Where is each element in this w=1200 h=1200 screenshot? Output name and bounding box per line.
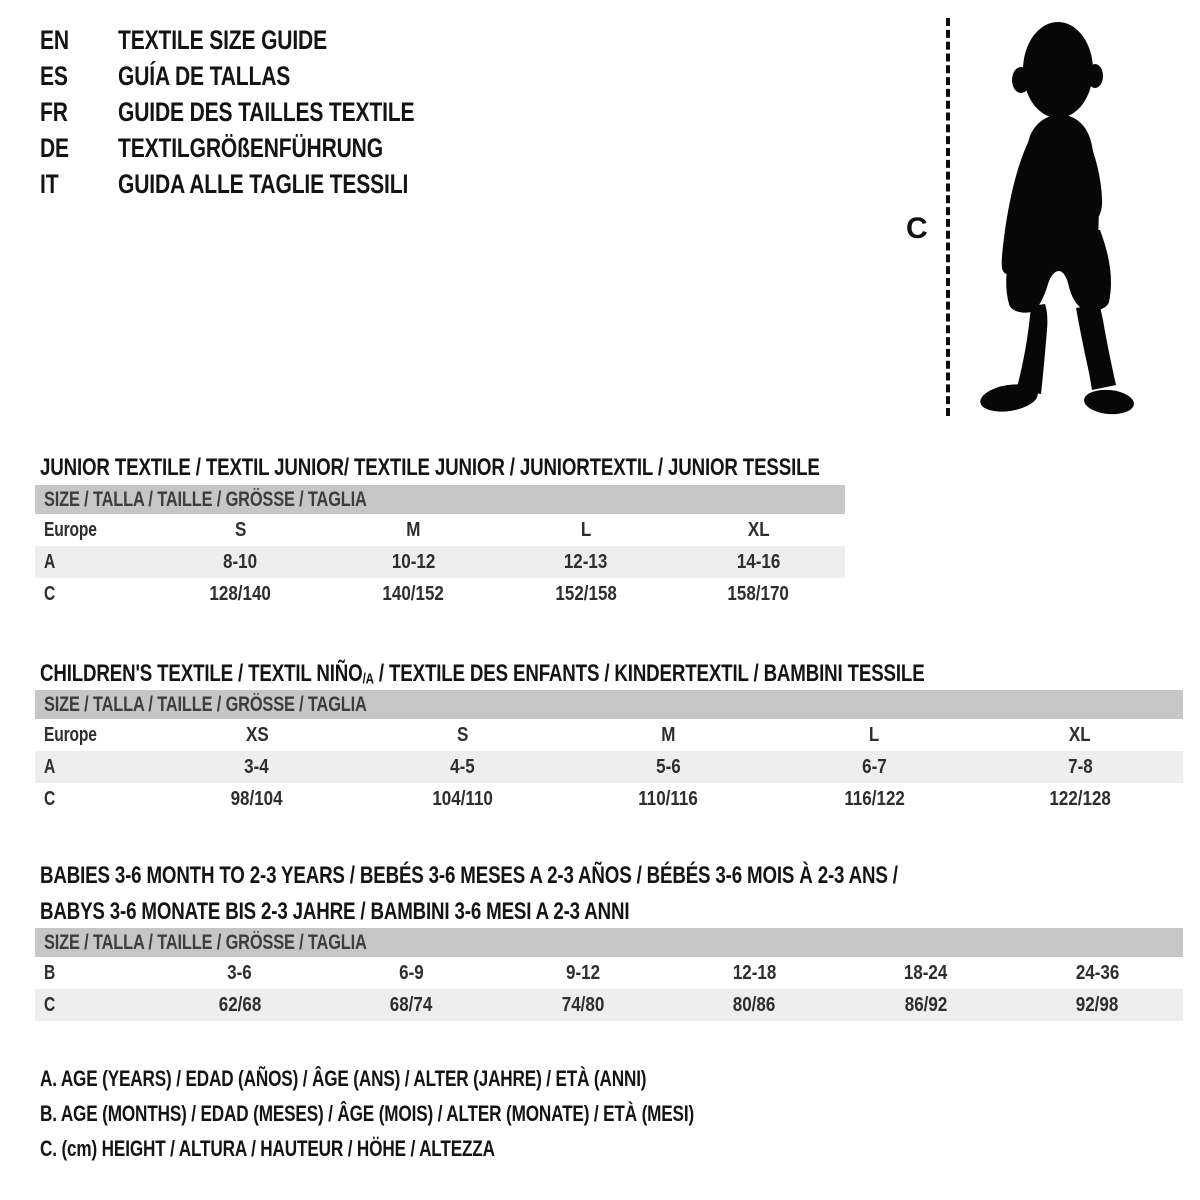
table-row-height (35, 989, 1183, 1021)
table-row-age-months (35, 957, 1183, 989)
language-code: EN (40, 24, 69, 55)
cell-age: 7-8 (1067, 755, 1093, 778)
cell-height: 68/74 (389, 993, 433, 1016)
babies-heading-line2: BABYS 3-6 MONATE BIS 2-3 JAHRE / BAMBINI 3-6 MESI A 2-3 ANNI (40, 897, 630, 925)
table-row-europe (35, 719, 1183, 751)
cell-age: 14-16 (736, 550, 781, 573)
language-row-it (40, 166, 498, 202)
table-header-size: SIZE / TALLA / TAILLE / GRÖSSE / TAGLIA (35, 690, 1183, 719)
legend-line-a: A. AGE (YEARS) / EDAD (AÑOS) / ÂGE (ANS) / ALTER (JAHRE) / ETÀ (ANNI) (40, 1066, 647, 1091)
language-row-fr (40, 94, 498, 130)
cell-months: 24-36 (1075, 961, 1119, 984)
table-row-age (35, 546, 845, 578)
cell-age: 5-6 (656, 755, 681, 778)
table-header-size: SIZE / TALLA / TAILLE / GRÖSSE / TAGLIA (35, 485, 845, 514)
junior-section-heading: JUNIOR TEXTILE / TEXTIL JUNIOR/ TEXTILE JUNIOR / JUNIORTEXTIL / JUNIOR TESSILE (40, 453, 820, 481)
language-code: DE (40, 132, 69, 163)
babies-section-heading (40, 858, 1140, 930)
table-row-europe (35, 514, 845, 546)
babies-size-table (35, 928, 1183, 1021)
toddler-silhouette-icon (973, 16, 1137, 418)
cell-height: 140/152 (382, 582, 444, 605)
cell-height: 116/122 (844, 787, 905, 810)
row-label: Europe (44, 518, 97, 541)
language-code: ES (40, 60, 68, 91)
cell-age: 3-4 (244, 755, 270, 778)
cell-height: 62/68 (218, 993, 262, 1016)
cell-size: L (580, 518, 592, 541)
guide-title-de: TEXTILGRÖßENFÜHRUNG (118, 132, 383, 163)
cell-size: M (661, 723, 676, 746)
measure-legend (40, 1066, 878, 1171)
cell-size: XS (245, 723, 269, 746)
cell-months: 6-9 (398, 961, 424, 984)
cell-height: 104/110 (432, 787, 493, 810)
cell-months: 9-12 (565, 961, 600, 984)
cell-height: 128/140 (209, 582, 272, 605)
cell-height: 122/128 (1049, 787, 1111, 810)
children-section-heading: CHILDREN'S TEXTILE / TEXTIL NIÑO/A / TEXTILE DES ENFANTS / KINDERTEXTIL / BAMBINI TESSILE (40, 659, 925, 688)
cell-months: 3-6 (227, 961, 253, 984)
cell-age: 10-12 (391, 550, 435, 573)
guide-title-en: TEXTILE SIZE GUIDE (118, 24, 327, 55)
language-row-de (40, 130, 498, 166)
cell-height: 80/86 (732, 993, 776, 1016)
height-measure-label: C (906, 212, 928, 245)
table-row-height (35, 783, 1183, 815)
babies-heading-line1: BABIES 3-6 MONTH TO 2-3 YEARS / BEBÉS 3-6 MESES A 2-3 AÑOS / BÉBÉS 3-6 MOIS À 2-3 ANS / (40, 861, 898, 889)
cell-age: 6-7 (861, 755, 887, 778)
heading-subscript: /A (362, 671, 374, 688)
cell-months: 18-24 (904, 961, 948, 984)
cell-height: 152/158 (555, 582, 617, 605)
row-label: C (44, 582, 56, 605)
height-measure-dashed-line (946, 18, 950, 416)
language-code: IT (40, 168, 59, 199)
table-header-size: SIZE / TALLA / TAILLE / GRÖSSE / TAGLIA (35, 928, 1183, 957)
row-label: Europe (44, 723, 97, 746)
language-list (40, 22, 498, 202)
cell-height: 110/116 (638, 787, 699, 810)
cell-size: XL (747, 518, 770, 541)
junior-size-table (35, 485, 845, 610)
cell-months: 12-18 (732, 961, 776, 984)
cell-size: M (406, 518, 421, 541)
cell-age: 4-5 (450, 755, 475, 778)
language-code: FR (40, 96, 68, 127)
cell-age: 12-13 (564, 550, 608, 573)
children-size-table (35, 690, 1183, 815)
guide-title-es: GUÍA DE TALLAS (118, 60, 291, 91)
cell-size: L (869, 723, 880, 746)
row-label: B (44, 961, 56, 984)
language-row-es (40, 58, 498, 94)
cell-size: S (234, 518, 247, 541)
language-row-en (40, 22, 498, 58)
cell-height: 86/92 (904, 993, 948, 1016)
legend-line-c: C. (cm) HEIGHT / ALTURA / HAUTEUR / HÖHE / ALTEZZA (40, 1136, 495, 1161)
row-label: C (44, 993, 56, 1016)
cell-height: 74/80 (561, 993, 605, 1016)
row-label: C (44, 787, 56, 810)
table-row-height (35, 578, 845, 610)
row-label: A (44, 550, 56, 573)
cell-height: 98/104 (230, 787, 283, 810)
cell-height: 158/170 (727, 582, 790, 605)
cell-age: 8-10 (223, 550, 258, 573)
guide-title-it: GUIDA ALLE TAGLIE TESSILI (118, 168, 409, 199)
cell-size: XL (1069, 723, 1091, 746)
row-label: A (44, 755, 56, 778)
cell-size: S (457, 723, 469, 746)
table-row-age (35, 751, 1183, 783)
legend-line-b: B. AGE (MONTHS) / EDAD (MESES) / ÂGE (MOIS) / ALTER (MONATE) / ETÀ (MESI) (40, 1101, 695, 1126)
guide-title-fr: GUIDE DES TAILLES TEXTILE (118, 96, 415, 127)
cell-height: 92/98 (1075, 993, 1119, 1016)
